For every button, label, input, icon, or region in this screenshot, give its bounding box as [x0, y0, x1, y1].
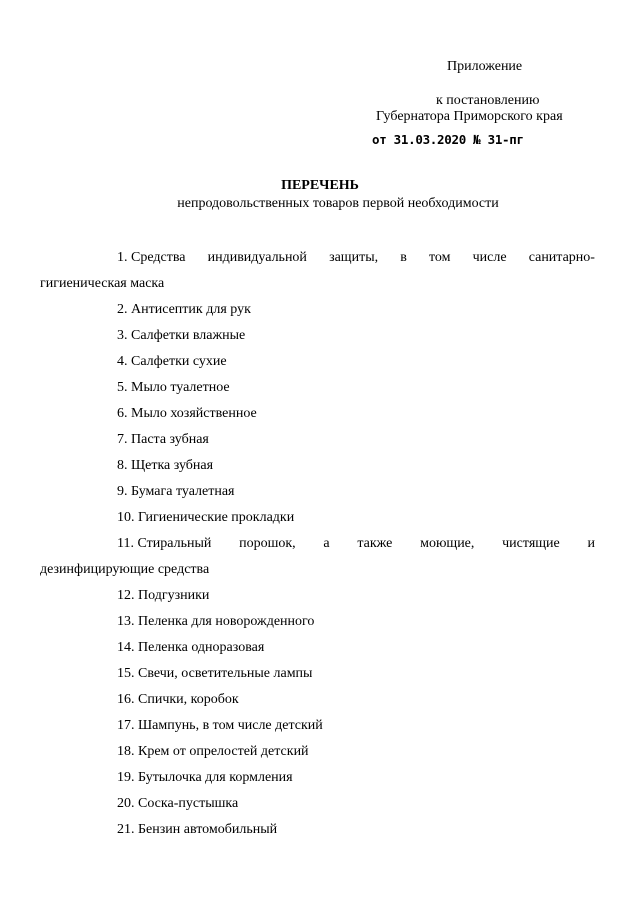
list-item: 16. Спички, коробок — [117, 692, 239, 707]
appendix-title: Приложение — [447, 59, 523, 74]
list-item-word: защиты, — [329, 250, 379, 265]
list-item-word: в — [400, 250, 407, 265]
list-item-word: индивидуальной — [207, 250, 307, 265]
list-item: 2. Антисептик для рук — [117, 302, 251, 317]
list-item: 20. Соска-пустышка — [117, 796, 239, 811]
document-subheading: непродовольственных товаров первой необходимости — [177, 196, 499, 211]
list-item: 13. Пеленка для новорожденного — [117, 614, 315, 629]
list-item: 3. Салфетки влажные — [117, 328, 246, 343]
list-item: 7. Паста зубная — [117, 432, 209, 447]
list-item: 14. Пеленка одноразовая — [117, 640, 265, 655]
list-item: 9. Бумага туалетная — [117, 484, 235, 499]
list-item: 18. Крем от опрелостей детский — [117, 744, 309, 759]
list-item-continuation: гигиеническая маска — [40, 276, 165, 291]
list-item-word: моющие, — [420, 536, 475, 551]
list-item-continuation: дезинфицирующие средства — [40, 562, 210, 577]
list-item-word: числе — [472, 250, 507, 265]
list-item-word: а — [323, 536, 330, 551]
list-item: 5. Мыло туалетное — [117, 380, 230, 395]
list-item-word: и — [587, 536, 595, 551]
list-item: 21. Бензин автомобильный — [117, 822, 278, 837]
appendix-governor-line: Губернатора Приморского края — [376, 109, 563, 124]
list-item-word: также — [357, 536, 393, 551]
list-item-word: порошок, — [239, 536, 296, 551]
list-item — [117, 536, 595, 552]
list-item: 19. Бутылочка для кормления — [117, 770, 293, 785]
list-item-word: том — [428, 250, 451, 265]
appendix-decree-line: к постановлению — [436, 93, 540, 108]
list-item: 15. Свечи, осветительные лампы — [117, 666, 313, 681]
list-item-word: санитарно- — [528, 250, 595, 265]
document-heading: ПЕРЕЧЕНЬ — [281, 178, 359, 193]
list-item: 8. Щетка зубная — [117, 458, 214, 473]
list-item-word: чистящие — [502, 536, 560, 551]
appendix-date-number: от 31.03.2020 № 31-пг — [372, 132, 524, 147]
list-item — [117, 250, 595, 266]
list-item: 4. Салфетки сухие — [117, 354, 227, 369]
list-item: 12. Подгузники — [117, 588, 210, 603]
list-item-word: 11. Стиральный — [117, 536, 212, 551]
list-item-word: 1. Средства — [117, 250, 186, 265]
list-item: 6. Мыло хозяйственное — [117, 406, 257, 421]
list-item: 17. Шампунь, в том числе детский — [117, 718, 323, 733]
list-item: 10. Гигиенические прокладки — [117, 510, 295, 525]
